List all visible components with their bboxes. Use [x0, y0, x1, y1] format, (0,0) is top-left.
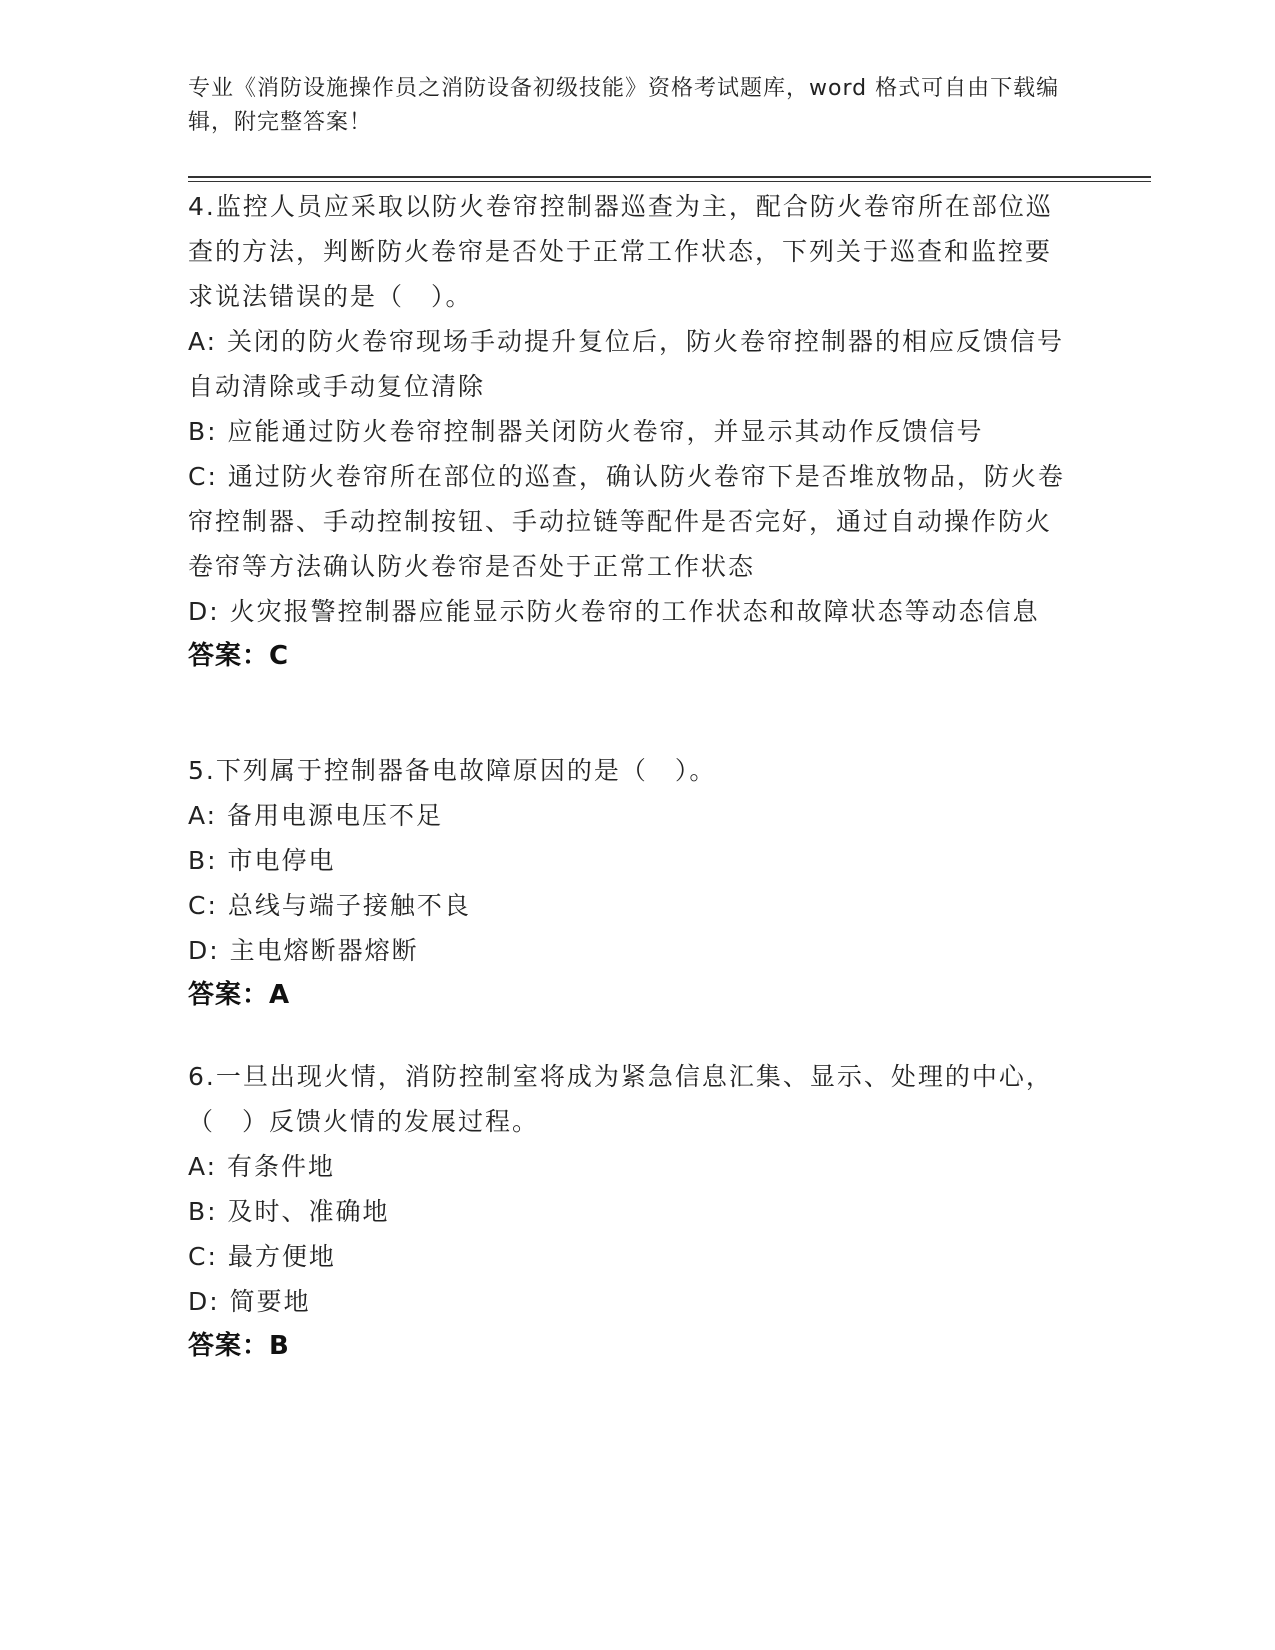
question-stem: 6.一旦出现火情，消防控制室将成为紧急信息汇集、显示、处理的中心，（ ）反馈火情的发展过程。 [188, 1062, 1053, 1136]
answer-line [188, 973, 1068, 1018]
option-a: A: 关闭的防火卷帘现场手动提升复位后，防火卷帘控制器的相应反馈信号自动清除或手动复位清除 [188, 327, 1065, 401]
answer-label: 答案： [188, 980, 270, 1010]
option-d: D: 主电熔断器熔断 [188, 936, 419, 965]
option-b: B: 及时、准确地 [188, 1197, 390, 1226]
answer-label: 答案： [188, 1331, 270, 1361]
header-divider [188, 176, 1151, 182]
option-a: A: 备用电源电压不足 [188, 801, 444, 830]
option-b: B: 应能通过防火卷帘控制器关闭防火卷帘，并显示其动作反馈信号 [188, 417, 984, 446]
answer-value: B [269, 1331, 290, 1361]
option-d: D: 简要地 [188, 1287, 311, 1316]
answer-value: C [269, 641, 290, 671]
answer-value: A [269, 980, 291, 1010]
question-stem: 4.监控人员应采取以防火卷帘控制器巡查为主，配合防火卷帘所在部位巡查的方法，判断防火卷帘是否处于正常工作状态，下列关于巡查和监控要求说法错误的是（ ）。 [188, 192, 1053, 311]
answer-label: 答案： [188, 641, 270, 671]
option-d: D: 火灾报警控制器应能显示防火卷帘的工作状态和故障状态等动态信息 [188, 597, 1040, 626]
question-6 [188, 1054, 1068, 1369]
option-b: B: 市电停电 [188, 846, 336, 875]
answer-line [188, 634, 1068, 679]
question-4 [188, 184, 1068, 679]
option-c: C: 总线与端子接触不良 [188, 891, 471, 920]
option-c: C: 最方便地 [188, 1242, 336, 1271]
document-header: 专业《消防设施操作员之消防设备初级技能》资格考试题库，word 格式可自由下载编辑，附完整答案！ [188, 76, 1060, 135]
option-a: A: 有条件地 [188, 1152, 336, 1181]
question-stem: 5.下列属于控制器备电故障原因的是（ ）。 [188, 756, 717, 785]
answer-line [188, 1324, 1068, 1369]
question-5 [188, 748, 1068, 1018]
option-c: C: 通过防火卷帘所在部位的巡查，确认防火卷帘下是否堆放物品，防火卷帘控制器、手动控制按钮、手动拉链等配件是否完好，通过自动操作防火卷帘等方法确认防火卷帘是否处于正常工作状态 [188, 462, 1065, 581]
